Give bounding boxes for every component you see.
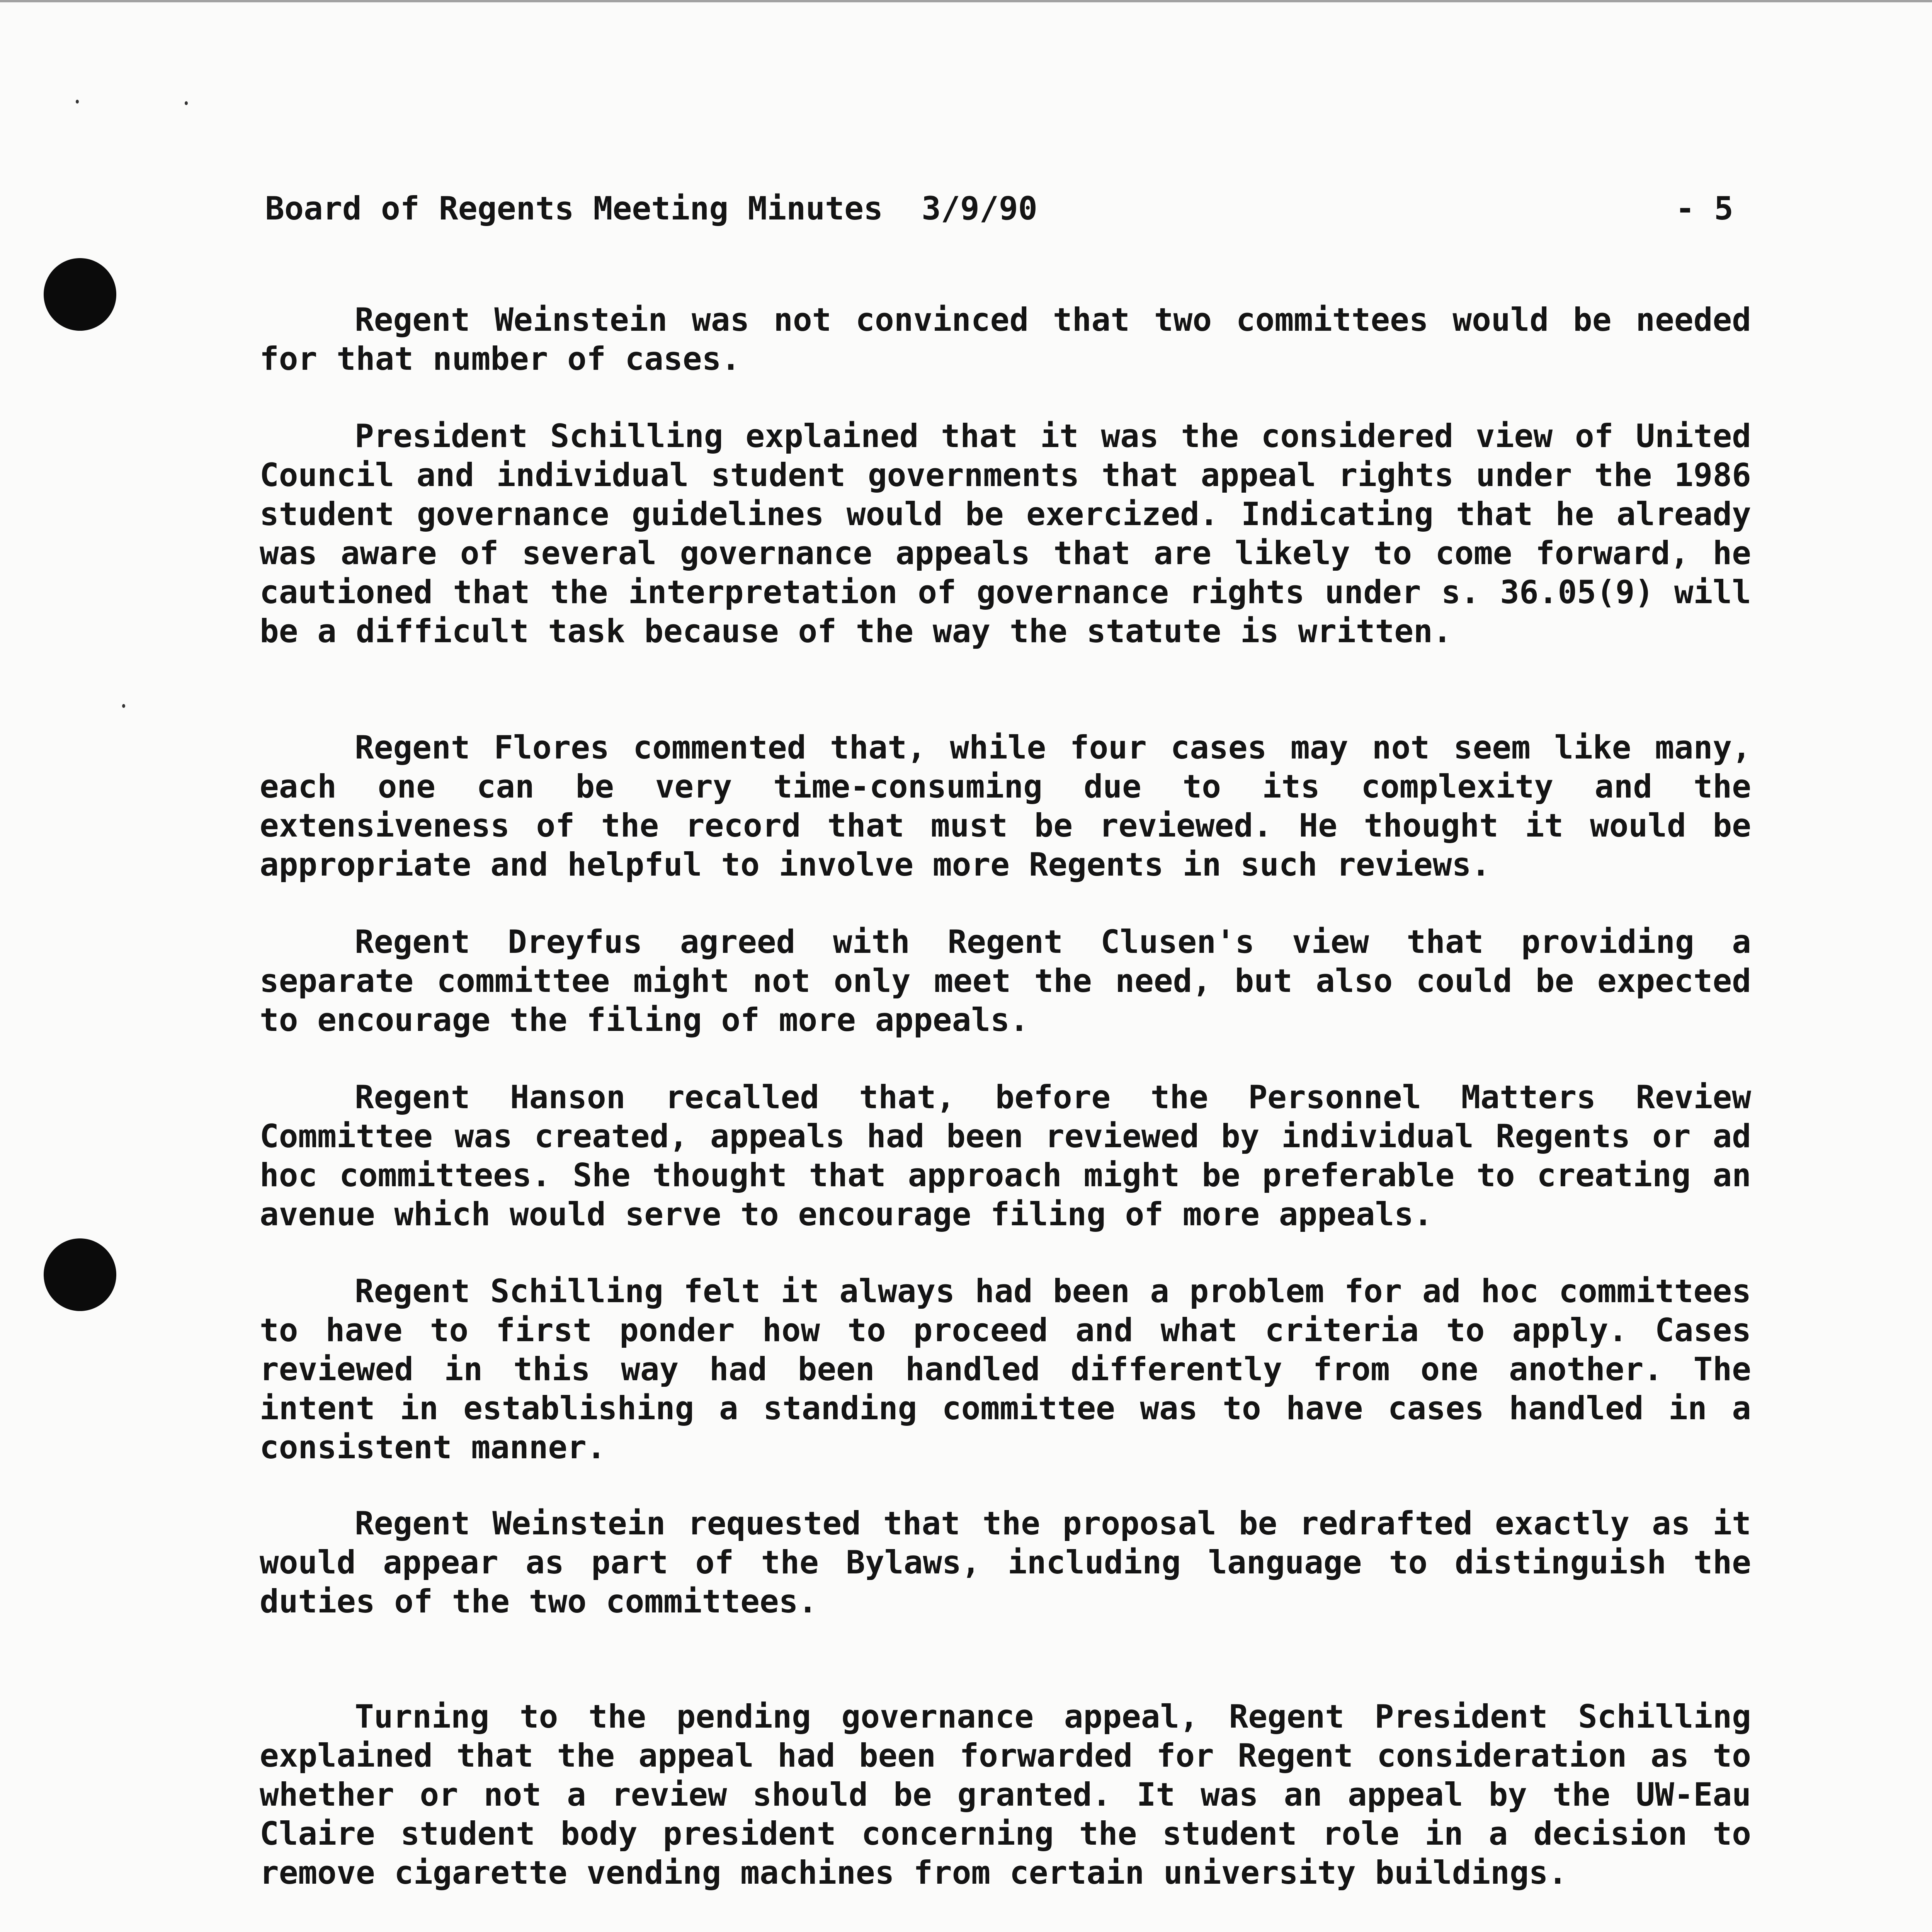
- scan-speck: [185, 101, 188, 105]
- scan-speck: [122, 704, 125, 708]
- minutes-paragraph: President Schilling explained that it was the considered view of United Council and individual student governments that appeal rights under the 1986 student governance guidelines would be exercized. Indicating that he already was aware of several governance appeals that are likely to come forward, he cautioned that the interpretation of governance rights under s. 36.05(9) will be a difficult task because of the way the statute is written.: [260, 418, 1751, 650]
- minutes-paragraph: Regent Weinstein requested that the proposal be redrafted exactly as it would appear as part of the Bylaws, including language to distinguish the duties of the two committees.: [260, 1505, 1751, 1620]
- page-number: - 5: [1675, 190, 1733, 227]
- scan-speck: [76, 100, 79, 104]
- minutes-paragraph: Regent Weinstein was not convinced that two committees would be needed for that number of cases.: [260, 301, 1751, 378]
- minutes-paragraph: Regent Flores commented that, while four cases may not seem like many, each one can be very time-consuming due to its complexity and the extensiveness of the record that must be reviewed. He thought it would be appropriate and helpful to involve more Regents in such reviews.: [260, 729, 1751, 883]
- punch-hole-middle: [44, 1238, 116, 1311]
- document-title: Board of Regents Meeting Minutes 3/9/90: [265, 190, 1037, 227]
- punch-hole-top: [44, 258, 116, 331]
- minutes-paragraph: Regent Schilling felt it always had been a problem for ad hoc committees to have to first ponder how to proceed and what criteria to apply. Cases reviewed in this way had been handled differently from one another. The intent in establishing a standing committee was to have cases handled in a consistent manner.: [260, 1273, 1751, 1466]
- minutes-paragraph: Regent Hanson recalled that, before the Personnel Matters Review Committee was created, appeals had been reviewed by individual Regents or ad hoc committees. She thought that approach might be preferable to creating an avenue which would serve to encourage filing of more appeals.: [260, 1079, 1751, 1233]
- minutes-paragraph: Turning to the pending governance appeal, Regent President Schilling explained that the appeal had been forwarded for Regent consideration as to whether or not a review should be granted. It was an appeal by the UW-Eau Claire student body president concerning the student role in a decision to remove cigarette vending machines from certain university buildings.: [260, 1698, 1751, 1891]
- page-header: [265, 189, 1733, 232]
- scan-top-edge: [0, 0, 1932, 2]
- minutes-paragraph: Regent Dreyfus agreed with Regent Clusen's view that providing a separate committee might not only meet the need, but also could be expected to encourage the filing of more appeals.: [260, 923, 1751, 1039]
